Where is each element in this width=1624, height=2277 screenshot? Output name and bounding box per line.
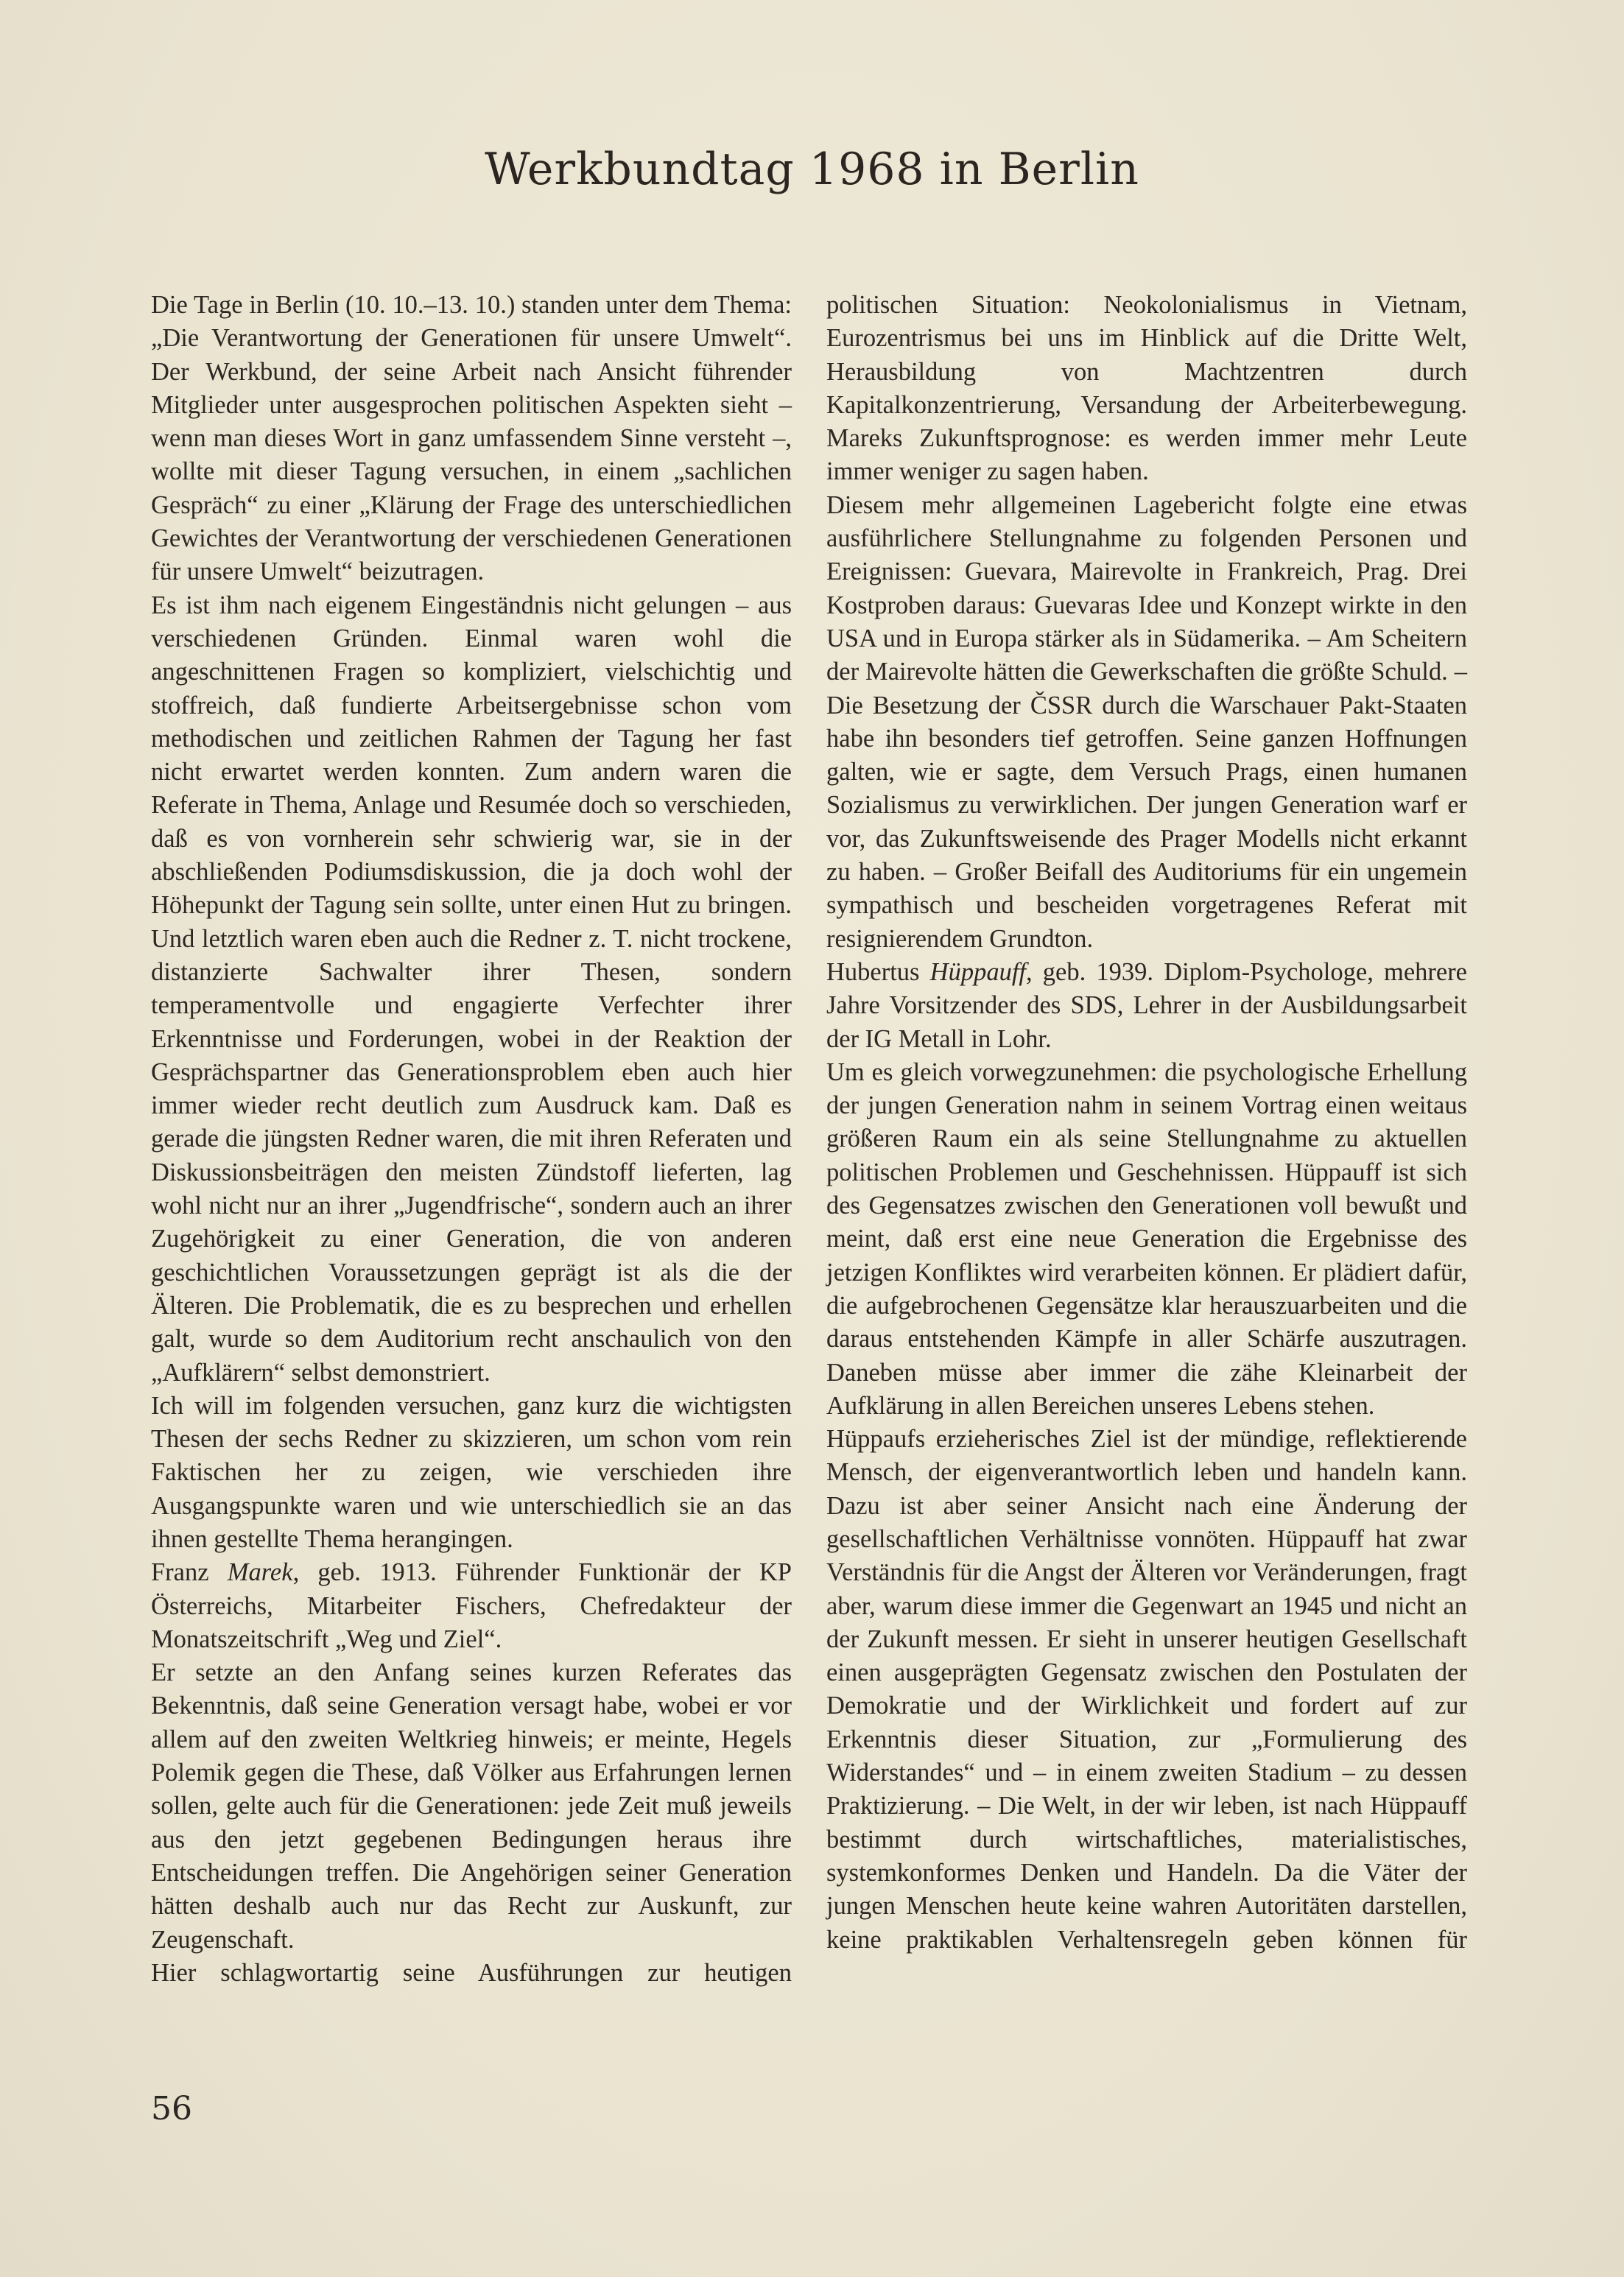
paragraph-hueppauff-talk: Um es gleich vorwegzunehmen: die psychologische Erhellung der jungen Generation nahm in seinem Vortrag einen weitaus größeren Raum ein als seine Stellungnahme zu aktuellen politischen Problemen und Geschehnissen. Hüppauff ist sich des Gegensatzes zwischen den Generationen voll bewußt und meint, daß erst eine neue Generation die Ergebnisse des jetzigen Konfliktes wird verarbeiten können. Er plädiert dafür, die aufgebrochenen Gegensätze klar herauszuarbeiten und die daraus entstehenden Kämpfe in aller Schärfe auszutragen. Daneben müsse aber immer die zähe Kleinarbeit der Aufklärung in allen Bereichen unseres Lebens stehen. — [826, 1057, 1467, 1420]
paragraph-marek-statement: Diesem mehr allgemeinen Lagebericht folgte eine etwas ausführlichere Stellungnahme zu folgenden Personen und Ereignissen: Guevara, Mairevolte in Frankreich, Prag. Drei Kostproben daraus: Guevaras Idee und Konzept wirkte in den USA und in Europa stärker als in Südamerika. – Am Scheitern der Mairevolte hätten die Gewerkschaften die größte Schuld. – Die Besetzung der ČSSR durch die Warschauer Pakt-Staaten habe ihn besonders tief getroffen. Seine ganzen Hoffnungen galten, wie er sagte, dem Versuch Prags, einen humanen Sozialismus zu verwirklichen. Der jungen Generation warf er vor, das Zukunftsweisende des Prager Modells nicht erkannt zu haben. – Großer Beifall des Auditoriums für ein ungemein sympathisch und bescheiden vorgetragenes Referat mit resignierendem Grundton. — [826, 490, 1467, 953]
speaker-bio-marek — [151, 1556, 792, 1656]
speaker-bio-text: , geb. 1913. Führender Funktionär der KP Österreichs, Mitarbeiter Fischers, Chefredakteur der Monatszeitschrift „Weg und Ziel“. — [151, 1558, 792, 1653]
paragraph-marek-continued: Hier schlagwortartig seine Ausführungen zur heutigen — [151, 1958, 792, 1987]
paragraph-hueppauff-goal: Hüppaufs erzieherisches Ziel ist der mündige, reflektierende Mensch, der eigenverantwortlich leben und handeln kann. Dazu ist aber seiner Ansicht nach eine Änderung der gesellschaftlichen Verhältnisse vonnöten. Hüppauff hat zwar Verständnis für die Angst der Älteren vor Veränderungen, fragt aber, warum diese immer die Gegenwart an 1945 und nicht an der Zukunft messen. Er sieht in unserer heutigen Gesellschaft einen ausgeprägten Gegensatz zwischen den Postulaten der Demokratie und der Wirklichkeit und fordert auf zur Erkenntnis dieser Situation, zur „Formulierung des Widerstandes“ und – in einem zweiten Stadium – zu dessen Praktizierung. – Die Welt, in der wir leben, ist nach Hüppauff bestimmt durch wirtschaftliches, materialistisches, systemkonformes Denken und Handeln. Da die Väter der jungen Menschen heute keine wahren Autoritäten darstellen, keine praktikablen Verhaltensregeln geben können für — [826, 1425, 1467, 1954]
speaker-bio-hueppauff — [826, 956, 1467, 1056]
page-number: 56 — [151, 2090, 192, 2128]
speaker-name-hueppauff: Hüppauff — [929, 957, 1026, 986]
paragraph-assessment: Es ist ihm nach eigenem Eingeständnis nicht gelungen – aus verschiedenen Gründen. Einmal waren wohl die angeschnittenen Fragen so kompliziert, vielschichtig und stoffreich, daß fundierte Arbeitsergebnisse schon vom methodischen und zeitlichen Rahmen der Tagung her fast nicht erwartet werden konnten. Zum andern waren die Referate in Thema, Anlage und Resumée doch so verschieden, daß es von vornherein sehr schwierig war, sie in der abschließenden Podiumsdiskussion, die ja doch wohl der Höhepunkt der Tagung sein sollte, unter einen Hut zu bringen. Und letztlich waren eben auch die Redner z. T. nicht trockene, distanzierte Sachwalter ihrer Thesen, sondern temperamentvolle und engagierte Verfechter ihrer Erkenntnisse und Forderungen, wobei in der Reaktion der Gesprächspartner das Generationsproblem eben auch hier immer wieder recht deutlich zum Ausdruck kam. Daß es gerade die jüngsten Redner waren, die mit ihren Referaten und Diskussionsbeiträgen den meisten Zündstoff lieferten, lag wohl nicht nur an ihrer „Jugendfrische“, sondern auch an ihrer Zugehörigkeit zu einer Generation, die von anderen geschichtlichen Voraussetzungen geprägt ist als die der Älteren. Die Problematik, die es zu besprechen und erhellen galt, wurde so dem Auditorium recht anschaulich von den „Aufklärern“ selbst demonstriert. — [151, 591, 792, 1387]
right-column — [826, 289, 1467, 1957]
paragraph-marek-talk: Er setzte an den Anfang seines kurzen Referates das Bekenntnis, daß seine Generation versagt habe, wobei er vor allem auf den zweiten Weltkrieg hinweis; er meinte, Hegels Polemik gegen die These, daß Völker aus Erfahrungen lernen sollen, gelte auch für die Generationen: jede Zeit muß jeweils aus den jetzt gegebenen Bedingungen heraus ihre Entscheidungen treffen. Die Angehörigen seiner Generation hätten deshalb auch nur das Recht zur Auskunft, zur Zeugenschaft. — [151, 1658, 792, 1954]
paragraph-marek-situation: politischen Situation: Neokolonialismus in Vietnam, Eurozentrismus bei uns im Hinblick auf die Dritte Welt, Herausbildung von Machtzentren durch Kapitalkonzentrierung, Versandung der Arbeiterbewegung. Mareks Zukunftsprognose: es werden immer mehr Leute immer weniger zu sagen haben. — [826, 291, 1467, 486]
speaker-name-marek: Marek — [227, 1558, 293, 1587]
speaker-bio-text: , geb. 1939. Diplom-Psychologe, mehrere Jahre Vorsitzender des SDS, Lehrer in der Ausbildungsarbeit der IG Metall in Lohr. — [826, 957, 1467, 1053]
speaker-prefix: Franz — [151, 1558, 228, 1587]
paragraph-overview: Ich will im folgenden versuchen, ganz kurz die wichtigsten Thesen der sechs Redner zu skizzieren, um schon vom rein Faktischen her zu zeigen, wie verschieden ihre Ausgangspunkte waren und wie unterschiedlich sie an das ihnen gestellte Thema herangingen. — [151, 1391, 792, 1553]
page-title: Werkbundtag 1968 in Berlin — [485, 144, 1139, 195]
paragraph-intro: Die Tage in Berlin (10. 10.–13. 10.) standen unter dem Thema: „Die Verantwortung der Generationen für unsere Umwelt“. Der Werkbund, der seine Arbeit nach Ansicht führender Mitglieder unter ausgesprochen politischen Aspekten sieht – wenn man dieses Wort in ganz umfassendem Sinne versteht –, wollte mit dieser Tagung versuchen, in einem „sachlichen Gespräch“ zu einer „Klärung der Frage des unterschiedlichen Gewichtes der Verantwortung der verschiedenen Generationen für unsere Umwelt“ beizutragen. — [151, 291, 792, 586]
speaker-prefix: Hubertus — [826, 957, 930, 986]
left-column — [151, 289, 792, 1990]
